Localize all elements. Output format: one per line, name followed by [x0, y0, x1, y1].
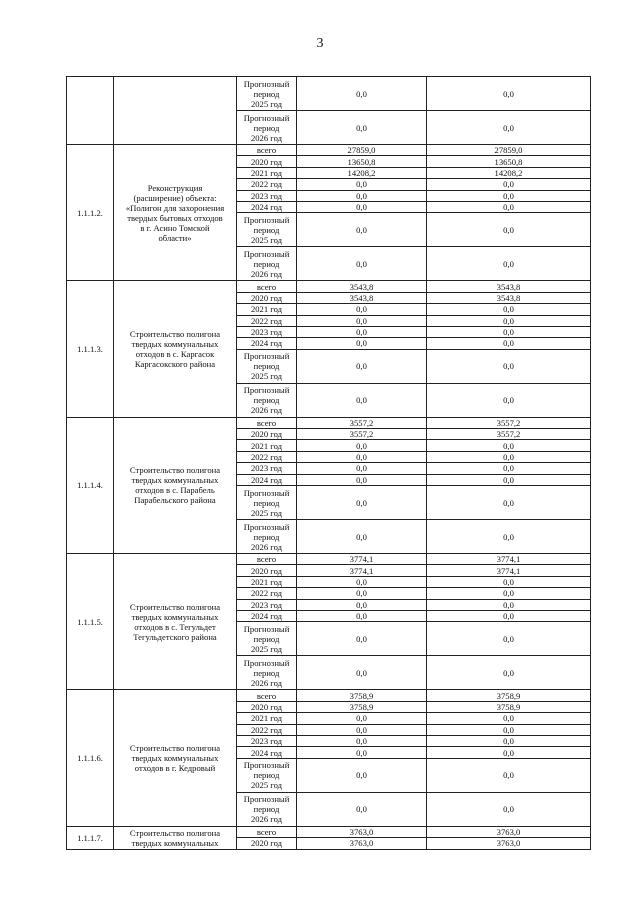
amount-value-2: 0,0 [427, 326, 591, 337]
period-label: Прогнозный период 2025 год [237, 213, 297, 247]
period-label: Прогнозный период 2025 год [237, 758, 297, 792]
period-label: Прогнозный период 2026 год [237, 383, 297, 417]
amount-value-2: 0,0 [427, 201, 591, 212]
amount-value-2: 0,0 [427, 474, 591, 485]
period-label: 2024 год [237, 474, 297, 485]
amount-value-2: 0,0 [427, 383, 591, 417]
period-label: 2021 год [237, 167, 297, 178]
amount-value-1: 0,0 [297, 247, 427, 281]
amount-value-2: 3557,2 [427, 429, 591, 440]
item-name: Строительство полигона твердых коммунальных отходов в с. Каргасок Каргасокского района [129, 329, 221, 370]
period-label: всего [237, 554, 297, 565]
item-code: 1.1.1.5. [67, 554, 114, 690]
amount-value-2: 0,0 [427, 338, 591, 349]
period-label: всего [237, 281, 297, 292]
amount-value-2: 3763,0 [427, 838, 591, 849]
amount-value-2: 0,0 [427, 190, 591, 201]
amount-value-1: 0,0 [297, 576, 427, 587]
item-name-cell [114, 826, 237, 849]
item-code: 1.1.1.7. [67, 826, 114, 849]
amount-value-2: 3774,1 [427, 565, 591, 576]
amount-value-2: 0,0 [427, 735, 591, 746]
period-label: Прогнозный период 2026 год [237, 247, 297, 281]
amount-value-1: 0,0 [297, 588, 427, 599]
amount-value-2: 14208,2 [427, 167, 591, 178]
amount-value-1: 0,0 [297, 326, 427, 337]
amount-value-1: 0,0 [297, 315, 427, 326]
amount-value-1: 0,0 [297, 77, 427, 111]
amount-value-2: 3763,0 [427, 826, 591, 837]
item-name-cell [114, 145, 237, 281]
amount-value-2: 0,0 [427, 792, 591, 826]
item-name-cell [114, 554, 237, 690]
budget-table [66, 76, 591, 850]
period-label: 2022 год [237, 179, 297, 190]
period-label: Прогнозный период 2025 год [237, 77, 297, 111]
page-number: 3 [316, 36, 324, 51]
amount-value-1: 0,0 [297, 622, 427, 656]
amount-value-1: 0,0 [297, 747, 427, 758]
amount-value-2: 3557,2 [427, 417, 591, 428]
period-label: 2020 год [237, 565, 297, 576]
period-label: 2023 год [237, 463, 297, 474]
item-code: 1.1.1.4. [67, 417, 114, 553]
item-name: Реконструкция (расширение) объекта: «Полигон для захоронения твердых бытовых отходов в г. Асино Томской области» [125, 182, 225, 243]
amount-value-2: 0,0 [427, 520, 591, 554]
amount-value-2: 0,0 [427, 599, 591, 610]
period-label: всего [237, 145, 297, 156]
amount-value-1: 0,0 [297, 656, 427, 690]
item-code: 1.1.1.2. [67, 145, 114, 281]
amount-value-2: 0,0 [427, 747, 591, 758]
amount-value-2: 0,0 [427, 451, 591, 462]
period-label: всего [237, 826, 297, 837]
amount-value-1: 0,0 [297, 463, 427, 474]
item-name: Строительство полигона твердых коммунальных отходов в г. Кедровый [129, 743, 221, 774]
amount-value-1: 3763,0 [297, 826, 427, 837]
period-label: 2020 год [237, 701, 297, 712]
table-row [67, 554, 591, 565]
item-name: Строительство полигона твердых коммунальных отходов в с. Тегульдет Тегульдетского района [129, 601, 221, 642]
item-name-cell [114, 690, 237, 826]
table-row [67, 690, 591, 701]
period-label: 2020 год [237, 156, 297, 167]
amount-value-2: 0,0 [427, 622, 591, 656]
amount-value-1: 0,0 [297, 440, 427, 451]
item-name: Строительство полигона твердых коммунальных [129, 827, 221, 848]
amount-value-2: 0,0 [427, 758, 591, 792]
period-label: 2023 год [237, 599, 297, 610]
amount-value-2: 3774,1 [427, 554, 591, 565]
amount-value-1: 0,0 [297, 486, 427, 520]
amount-value-1: 0,0 [297, 338, 427, 349]
amount-value-1: 0,0 [297, 383, 427, 417]
amount-value-1: 3758,9 [297, 690, 427, 701]
amount-value-1: 0,0 [297, 304, 427, 315]
period-label: Прогнозный период 2026 год [237, 111, 297, 145]
period-label: Прогнозный период 2025 год [237, 622, 297, 656]
period-label: 2023 год [237, 735, 297, 746]
amount-value-1: 3543,8 [297, 292, 427, 303]
amount-value-1: 0,0 [297, 451, 427, 462]
amount-value-1: 3758,9 [297, 701, 427, 712]
amount-value-1: 0,0 [297, 179, 427, 190]
amount-value-1: 3543,8 [297, 281, 427, 292]
amount-value-2: 13650,8 [427, 156, 591, 167]
amount-value-1: 0,0 [297, 190, 427, 201]
amount-value-2: 27859,0 [427, 145, 591, 156]
period-label: 2022 год [237, 315, 297, 326]
period-label: 2020 год [237, 838, 297, 849]
table-row [67, 145, 591, 156]
period-label: 2024 год [237, 338, 297, 349]
amount-value-2: 0,0 [427, 247, 591, 281]
period-label: 2024 год [237, 201, 297, 212]
amount-value-2: 0,0 [427, 304, 591, 315]
amount-value-2: 3543,8 [427, 281, 591, 292]
amount-value-1: 0,0 [297, 724, 427, 735]
period-label: Прогнозный период 2026 год [237, 656, 297, 690]
item-name-cell [114, 417, 237, 553]
amount-value-2: 0,0 [427, 179, 591, 190]
period-label: Прогнозный период 2025 год [237, 349, 297, 383]
amount-value-1: 13650,8 [297, 156, 427, 167]
amount-value-1: 3774,1 [297, 554, 427, 565]
period-label: всего [237, 690, 297, 701]
amount-value-1: 3774,1 [297, 565, 427, 576]
period-label: Прогнозный период 2025 год [237, 486, 297, 520]
item-name-cell [114, 77, 237, 145]
amount-value-1: 0,0 [297, 349, 427, 383]
period-label: 2022 год [237, 451, 297, 462]
amount-value-1: 0,0 [297, 713, 427, 724]
amount-value-2: 0,0 [427, 724, 591, 735]
period-label: Прогнозный период 2026 год [237, 792, 297, 826]
amount-value-2: 3758,9 [427, 690, 591, 701]
amount-value-1: 0,0 [297, 520, 427, 554]
amount-value-1: 0,0 [297, 474, 427, 485]
amount-value-1: 0,0 [297, 599, 427, 610]
amount-value-1: 0,0 [297, 201, 427, 212]
amount-value-1: 0,0 [297, 735, 427, 746]
amount-value-2: 0,0 [427, 656, 591, 690]
period-label: 2021 год [237, 576, 297, 587]
period-label: 2024 год [237, 610, 297, 621]
amount-value-2: 0,0 [427, 610, 591, 621]
amount-value-2: 0,0 [427, 111, 591, 145]
table-row [67, 281, 591, 292]
amount-value-2: 0,0 [427, 576, 591, 587]
amount-value-2: 0,0 [427, 486, 591, 520]
period-label: 2023 год [237, 326, 297, 337]
amount-value-1: 0,0 [297, 213, 427, 247]
amount-value-2: 0,0 [427, 349, 591, 383]
item-code: 1.1.1.3. [67, 281, 114, 417]
amount-value-2: 3758,9 [427, 701, 591, 712]
amount-value-2: 0,0 [427, 315, 591, 326]
amount-value-1: 3557,2 [297, 417, 427, 428]
item-code [67, 77, 114, 145]
period-label: 2021 год [237, 304, 297, 315]
amount-value-1: 27859,0 [297, 145, 427, 156]
period-label: 2020 год [237, 429, 297, 440]
table-row [67, 77, 591, 111]
period-label: 2022 год [237, 588, 297, 599]
amount-value-1: 0,0 [297, 792, 427, 826]
amount-value-1: 0,0 [297, 610, 427, 621]
period-label: всего [237, 417, 297, 428]
amount-value-2: 3543,8 [427, 292, 591, 303]
period-label: 2023 год [237, 190, 297, 201]
period-label: 2020 год [237, 292, 297, 303]
amount-value-1: 3763,0 [297, 838, 427, 849]
amount-value-2: 0,0 [427, 77, 591, 111]
period-label: 2021 год [237, 713, 297, 724]
amount-value-1: 0,0 [297, 111, 427, 145]
period-label: 2022 год [237, 724, 297, 735]
period-label: 2021 год [237, 440, 297, 451]
amount-value-2: 0,0 [427, 463, 591, 474]
item-code: 1.1.1.6. [67, 690, 114, 826]
amount-value-2: 0,0 [427, 440, 591, 451]
item-name: Строительство полигона твердых коммунальных отходов в с. Парабель Парабельского района [129, 465, 221, 506]
amount-value-1: 3557,2 [297, 429, 427, 440]
period-label: Прогнозный период 2026 год [237, 520, 297, 554]
amount-value-2: 0,0 [427, 713, 591, 724]
amount-value-2: 0,0 [427, 588, 591, 599]
amount-value-2: 0,0 [427, 213, 591, 247]
table-body [67, 77, 591, 850]
period-label: 2024 год [237, 747, 297, 758]
table-row [67, 826, 591, 837]
table-row [67, 417, 591, 428]
amount-value-1: 14208,2 [297, 167, 427, 178]
item-name-cell [114, 281, 237, 417]
amount-value-1: 0,0 [297, 758, 427, 792]
